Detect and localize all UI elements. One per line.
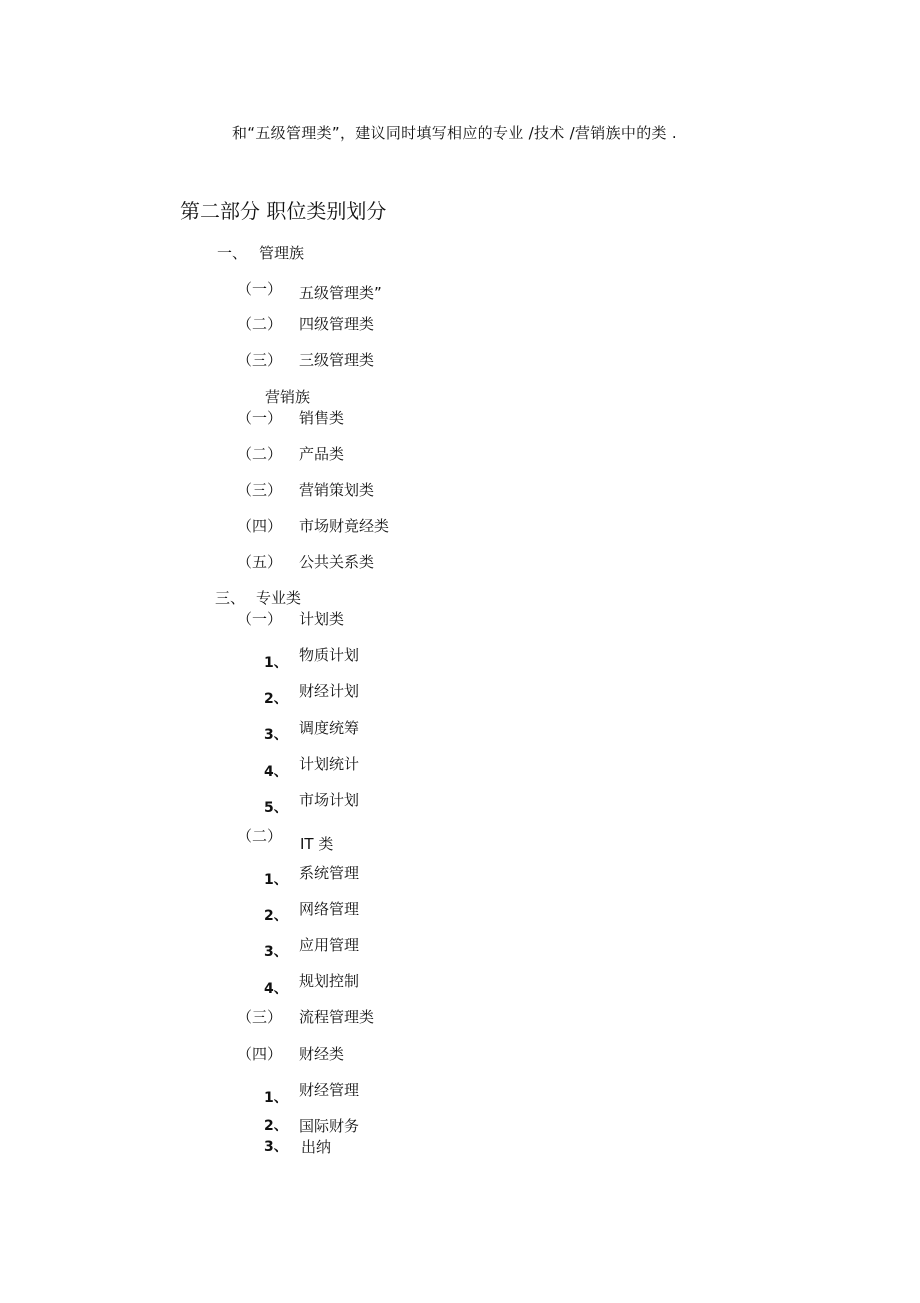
s2-item-3-label: 营销策划类 — [299, 481, 375, 499]
section-1-title: 管理族 — [259, 244, 305, 262]
s1-item-2-marker: （二） — [237, 315, 283, 333]
g2-item-2-marker: 2、 — [264, 908, 288, 924]
g1-item-5-label: 市场计划 — [299, 791, 360, 809]
s3-group-1-marker: （一） — [237, 610, 283, 628]
g1-item-3-label: 调度统筹 — [299, 719, 360, 737]
s2-item-5-label: 公共关系类 — [299, 553, 375, 571]
s1-item-3-label: 三级管理类 — [299, 351, 375, 369]
s1-item-1-marker: （一） — [237, 280, 283, 298]
g2-item-3-label: 应用管理 — [299, 936, 360, 954]
g1-item-2-label: 财经计划 — [299, 682, 360, 700]
s1-item-2-label: 四级管理类 — [299, 315, 375, 333]
g2-item-1-label: 系统管理 — [299, 864, 360, 882]
g4-item-3-marker: 3、 — [264, 1139, 288, 1155]
g1-item-4-label: 计划统计 — [299, 755, 360, 773]
g1-item-5-marker: 5、 — [264, 800, 288, 816]
g4-item-1-marker: 1、 — [264, 1090, 288, 1106]
g2-item-2-label: 网络管理 — [299, 900, 360, 918]
g4-item-3-label: 出纳 — [301, 1138, 332, 1156]
s3-group-1-label: 计划类 — [299, 610, 345, 628]
s2-item-4-label: 市场财竟经类 — [299, 517, 390, 535]
s3-group-3-label: 流程管理类 — [299, 1008, 375, 1026]
section-1-marker: 一、 — [217, 244, 248, 262]
s3-group-2-marker: （二） — [237, 827, 283, 845]
part-title: 第二部分 职位类别划分 — [180, 199, 387, 223]
g1-item-1-marker: 1、 — [264, 655, 288, 671]
s2-item-4-marker: （四） — [237, 517, 283, 535]
g4-item-2-label: 国际财务 — [299, 1117, 360, 1135]
g4-item-1-label: 财经管理 — [299, 1081, 360, 1099]
g1-item-3-marker: 3、 — [264, 727, 288, 743]
s3-group-2-label: IT 类 — [300, 835, 334, 853]
g2-item-4-label: 规划控制 — [299, 972, 360, 990]
s2-item-5-marker: （五） — [237, 553, 283, 571]
section-2-title: 营销族 — [265, 388, 311, 406]
intro-text: 和“五级管理类”，建议同时填写相应的专业 /技术 /营销族中的类 . — [232, 124, 677, 142]
s2-item-1-marker: （一） — [237, 409, 283, 427]
section-3-marker: 三、 — [215, 589, 246, 607]
s1-item-1-label: 五级管理类” — [299, 284, 382, 302]
s2-item-2-label: 产品类 — [299, 445, 345, 463]
g2-item-1-marker: 1、 — [264, 872, 288, 888]
g1-item-2-marker: 2、 — [264, 691, 288, 707]
s2-item-1-label: 销售类 — [299, 409, 345, 427]
s3-group-4-label: 财经类 — [299, 1045, 345, 1063]
g2-item-3-marker: 3、 — [264, 944, 288, 960]
s1-item-3-marker: （三） — [237, 351, 283, 369]
g2-item-4-marker: 4、 — [264, 981, 288, 997]
g4-item-2-marker: 2、 — [264, 1118, 288, 1134]
s3-group-4-marker: （四） — [237, 1045, 283, 1063]
s2-item-3-marker: （三） — [237, 481, 283, 499]
g1-item-1-label: 物质计划 — [299, 646, 360, 664]
g1-item-4-marker: 4、 — [264, 764, 288, 780]
s3-group-3-marker: （三） — [237, 1008, 283, 1026]
section-3-title: 专业类 — [256, 589, 302, 607]
s2-item-2-marker: （二） — [237, 445, 283, 463]
